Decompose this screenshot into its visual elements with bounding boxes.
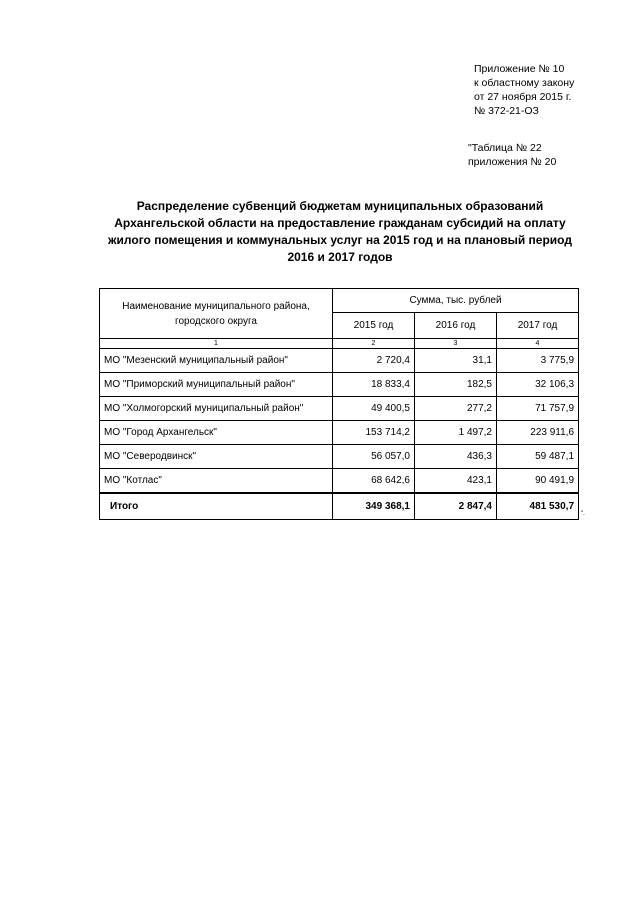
total-value-2015: 349 368,1 [333,493,415,520]
row-value-2015: 68 642,6 [333,469,415,493]
header-year-2016: 2016 год [415,313,497,339]
col-number-2: 2 [333,339,415,349]
total-row [100,493,579,520]
row-name: МО "Мезенский муниципальный район" [100,349,333,373]
closing-quote-mark: ". [581,511,585,517]
row-value-2017: 59 487,1 [497,445,579,469]
appendix-line-4: № 372-21-ОЗ [474,105,539,117]
header-year-2017: 2017 год [497,313,579,339]
row-name: МО "Приморский муниципальный район" [100,373,333,397]
row-name: МО "Котлас" [100,469,333,493]
row-name: МО "Город Архангельск" [100,421,333,445]
subvention-table [99,288,579,520]
row-value-2017: 3 775,9 [497,349,579,373]
row-value-2016: 436,3 [415,445,497,469]
col-number-3: 3 [415,339,497,349]
table-ref-line-2: приложения № 20 [468,156,557,168]
title-line-2: Архангельской области на предоставление гражданам субсидий на оплату [114,216,566,230]
total-value-2016: 2 847,4 [415,493,497,520]
header-year-2015: 2015 год [333,313,415,339]
table-row [100,421,579,445]
col-number-1: 1 [100,339,333,349]
row-value-2016: 182,5 [415,373,497,397]
row-value-2017: 90 491,9 [497,469,579,493]
title-line-3: жилого помещения и коммунальных услуг на 2015 год и на плановый период [108,233,572,247]
row-value-2016: 1 497,2 [415,421,497,445]
document-title [100,198,580,266]
table-row [100,349,579,373]
row-value-2015: 56 057,0 [333,445,415,469]
row-value-2017: 223 911,6 [497,421,579,445]
header-municipality: Наименование муниципального района, городского округа [100,289,333,339]
row-value-2017: 71 757,9 [497,397,579,421]
row-value-2017: 32 106,3 [497,373,579,397]
row-value-2016: 31,1 [415,349,497,373]
row-value-2015: 2 720,4 [333,349,415,373]
table-reference [468,141,556,169]
col-number-4: 4 [497,339,579,349]
title-line-1: Распределение субвенций бюджетам муниципальных образований [136,199,544,213]
row-value-2015: 18 833,4 [333,373,415,397]
table-row [100,445,579,469]
table-row [100,469,579,493]
table-row [100,373,579,397]
row-value-2016: 423,1 [415,469,497,493]
appendix-note [474,62,574,118]
appendix-line-1: Приложение № 10 [474,63,565,75]
table-row [100,397,579,421]
row-name: МО "Северодвинск" [100,445,333,469]
row-value-2015: 49 400,5 [333,397,415,421]
table-ref-line-1: "Таблица № 22 [468,142,542,154]
row-value-2015: 153 714,2 [333,421,415,445]
header-sum: Сумма, тыс. рублей [333,289,579,313]
row-name: МО "Холмогорский муниципальный район" [100,397,333,421]
total-label: Итого [100,493,333,520]
appendix-line-3: от 27 ноября 2015 г. [474,91,572,103]
row-value-2016: 277,2 [415,397,497,421]
appendix-line-2: к областному закону [474,77,575,89]
title-line-4: 2016 и 2017 годов [287,250,393,264]
total-value-2017: 481 530,7 [497,493,579,520]
